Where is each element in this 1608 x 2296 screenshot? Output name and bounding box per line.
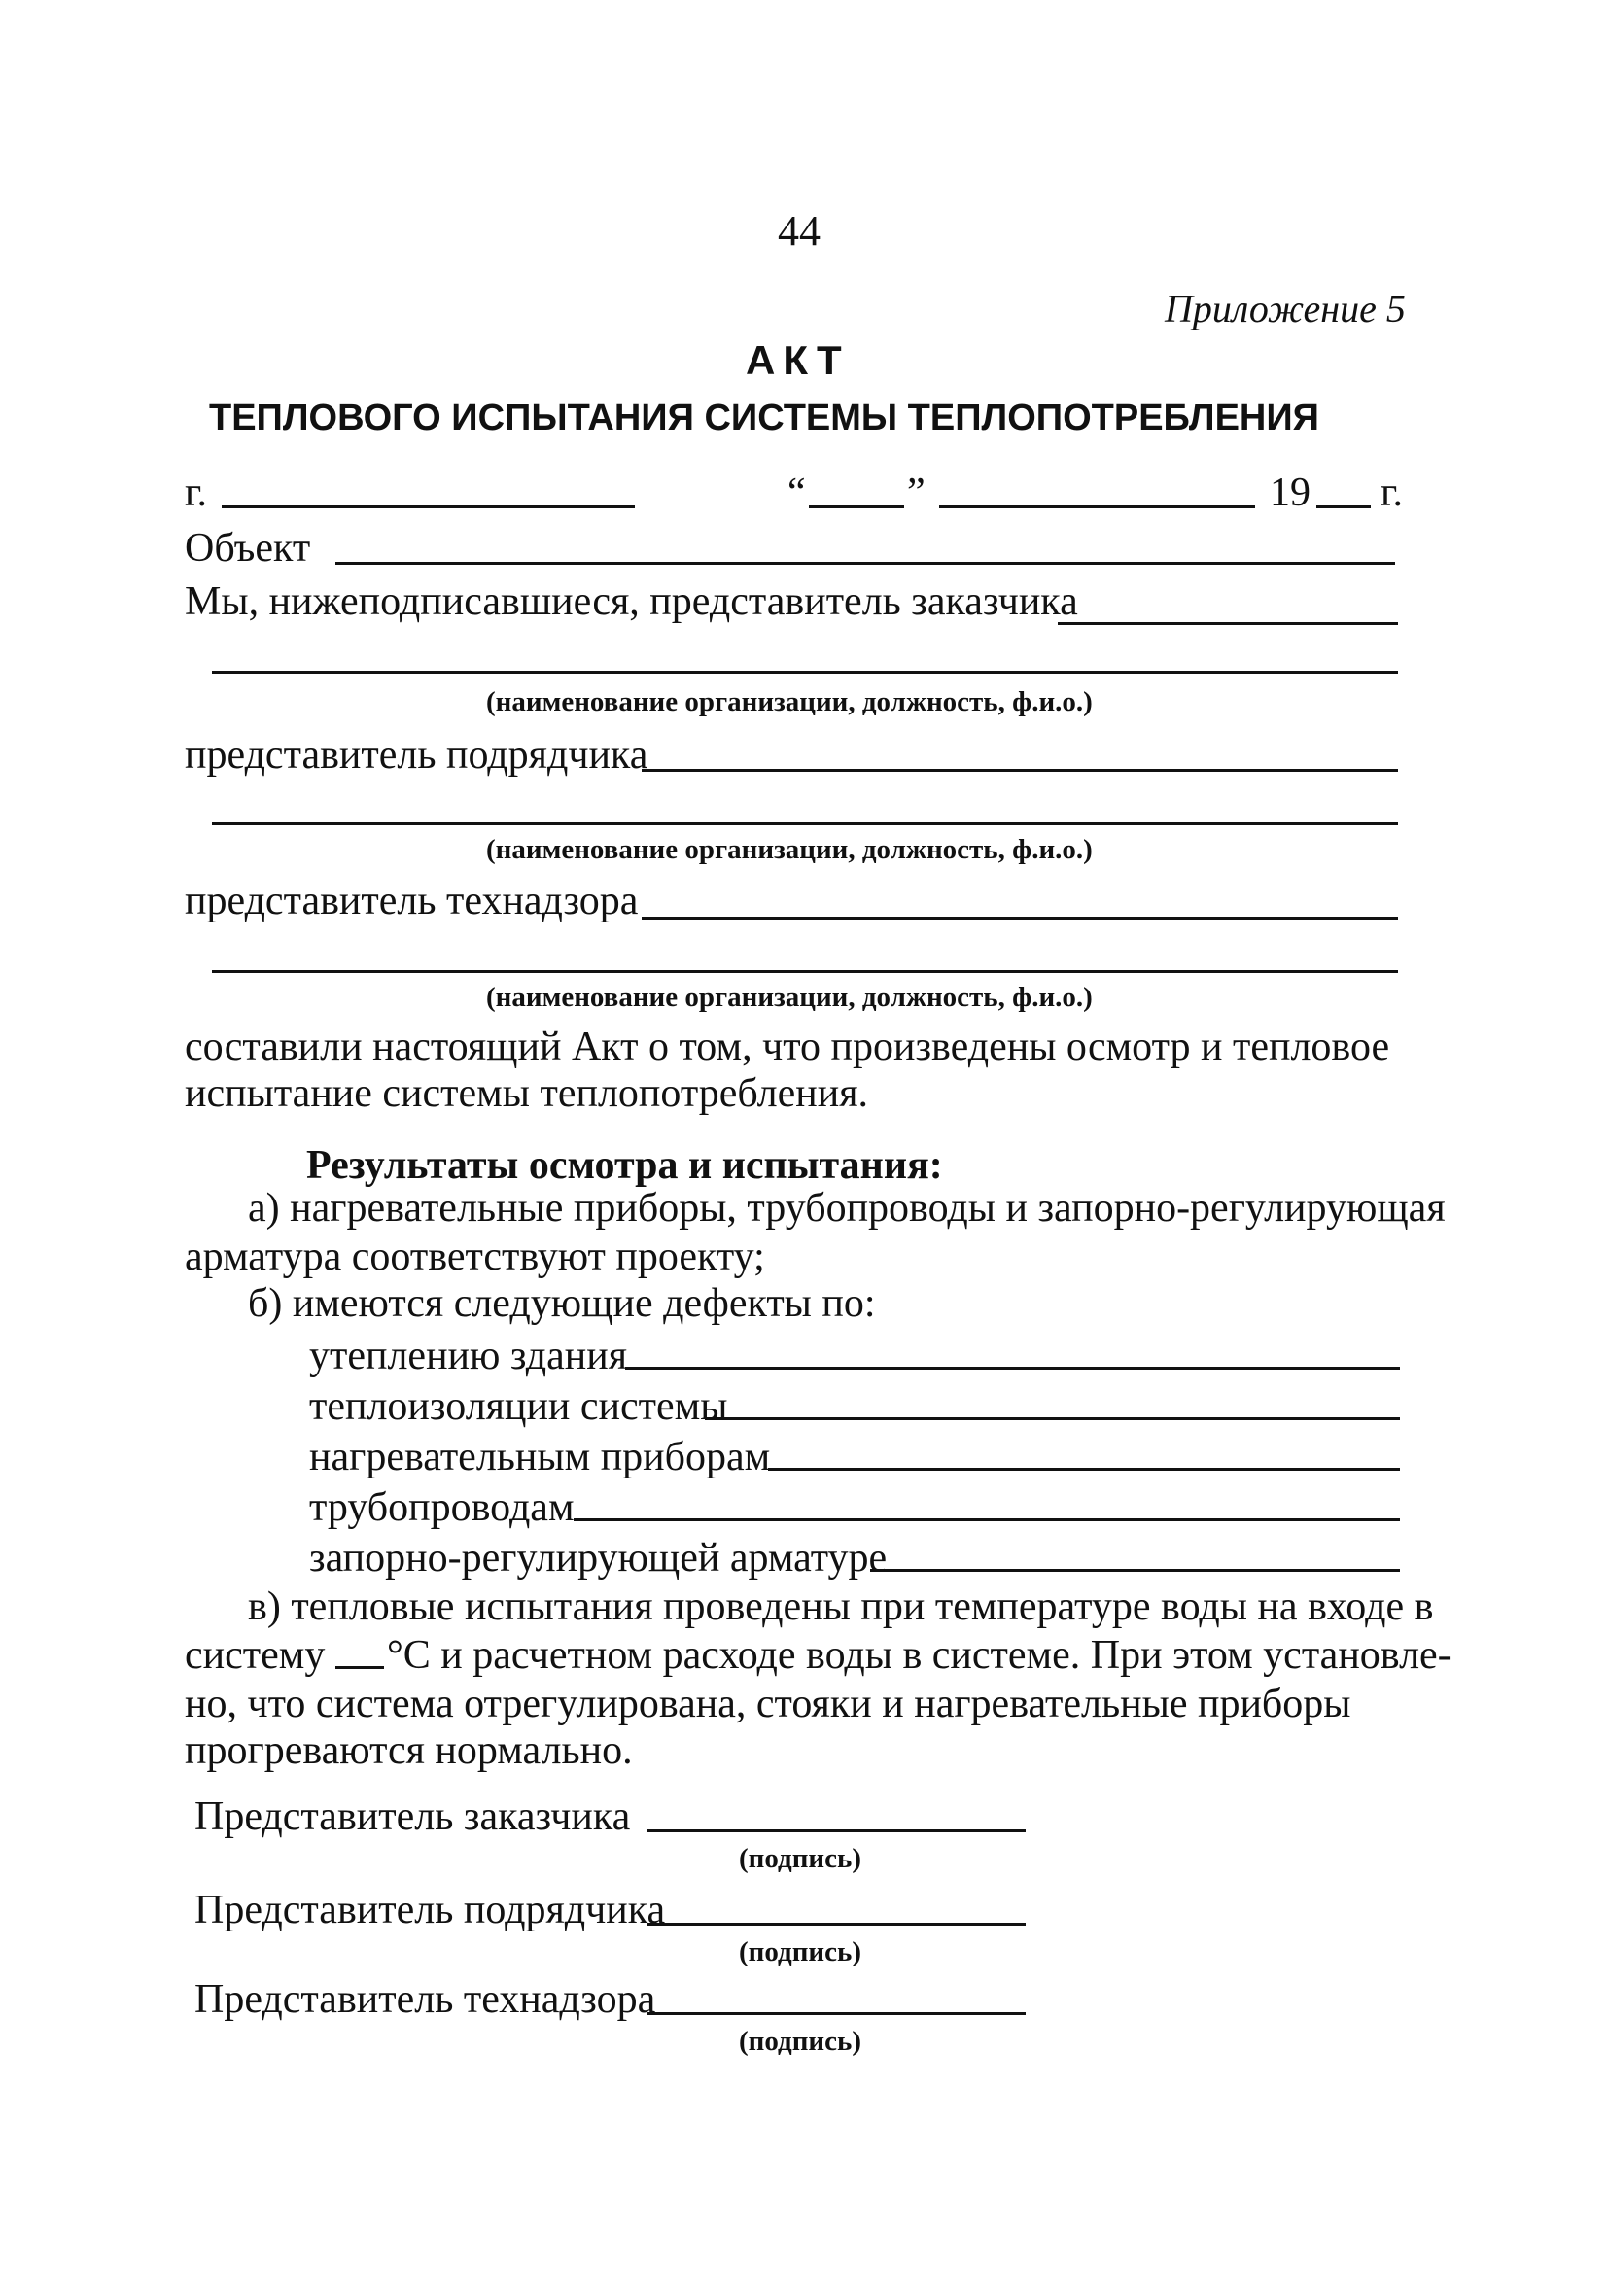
defect-insulation-building: утеплению здания — [309, 1334, 628, 1378]
city-field[interactable] — [222, 505, 635, 508]
customer-field[interactable] — [1058, 622, 1398, 625]
customer-field-line2[interactable] — [212, 671, 1398, 674]
defect-pipelines-field[interactable] — [574, 1518, 1400, 1521]
quote-open: “ — [787, 470, 806, 515]
caption-contractor: (наименование организации, должность, ф.и.о.) — [486, 834, 1093, 865]
statement-line1: составили настоящий Акт о том, что произведены осмотр и тепловое — [185, 1025, 1390, 1069]
year-suffix: г. — [1381, 470, 1403, 515]
temperature-field[interactable] — [335, 1666, 384, 1669]
appendix-label: Приложение 5 — [1165, 287, 1406, 330]
page-number: 44 — [778, 207, 821, 255]
supervision-field-line2[interactable] — [212, 970, 1398, 973]
contractor-field[interactable] — [642, 769, 1398, 772]
signature-supervision-field[interactable] — [647, 2012, 1026, 2015]
caption-customer: (наименование организации, должность, ф.и.о.) — [486, 686, 1093, 717]
intro-text: Мы, нижеподписавшиеся, представитель заказчика — [185, 579, 1078, 624]
supervision-field[interactable] — [642, 917, 1398, 920]
signature-customer-caption: (подпись) — [739, 1843, 861, 1874]
statement-line2: испытание системы теплопотребления. — [185, 1071, 869, 1116]
item-c-line2-end: °С и расчетном расходе воды в системе. При этом установле- — [387, 1633, 1451, 1678]
defect-heaters: нагревательным приборам — [309, 1435, 771, 1479]
contractor-field-line2[interactable] — [212, 822, 1398, 825]
month-field[interactable] — [939, 505, 1255, 508]
item-c-line4: прогреваются нормально. — [185, 1728, 633, 1773]
results-heading: Результаты осмотра и испытания: — [306, 1143, 943, 1188]
item-a-line1: а) нагревательные приборы, трубопроводы и запорно-регулирующая — [248, 1186, 1446, 1231]
signature-supervision-caption: (подпись) — [739, 2026, 861, 2057]
item-a-line2: арматура соответствуют проекту; — [185, 1235, 765, 1279]
object-field[interactable] — [335, 562, 1395, 565]
year-field[interactable] — [1316, 505, 1371, 508]
contractor-label: представитель подрядчика — [185, 733, 648, 778]
item-c-line3: но, что система отрегулирована, стояки и нагревательные приборы — [185, 1682, 1351, 1726]
signature-contractor-label: Представитель подрядчика — [194, 1888, 666, 1932]
signature-customer-field[interactable] — [647, 1829, 1026, 1832]
item-c-line1: в) тепловые испытания проведены при температуре воды на входе в — [248, 1584, 1434, 1629]
day-field[interactable] — [809, 505, 904, 508]
defect-valves-field[interactable] — [870, 1569, 1400, 1572]
defect-pipelines: трубопроводам — [309, 1485, 575, 1530]
signature-contractor-field[interactable] — [647, 1923, 1026, 1926]
signature-contractor-caption: (подпись) — [739, 1936, 861, 1967]
quote-close: ” — [907, 470, 926, 515]
signature-supervision-label: Представитель технадзора — [194, 1977, 656, 2022]
defect-heaters-field[interactable] — [768, 1468, 1400, 1471]
defect-valves: запорно-регулирующей арматуре — [309, 1536, 888, 1581]
defect-thermal-insulation-field[interactable] — [705, 1417, 1400, 1420]
supervision-label: представитель технадзора — [185, 879, 639, 923]
item-b: б) имеются следующие дефекты по: — [248, 1281, 876, 1326]
defect-thermal-insulation: теплоизоляции системы — [309, 1384, 728, 1429]
document-subtitle: ТЕПЛОВОГО ИСПЫТАНИЯ СИСТЕМЫ ТЕПЛОПОТРЕБЛЕНИЯ — [209, 398, 1319, 438]
year-prefix: 19 — [1270, 470, 1311, 515]
caption-supervision: (наименование организации, должность, ф.и.о.) — [486, 982, 1093, 1013]
city-prefix: г. — [185, 470, 207, 515]
signature-customer-label: Представитель заказчика — [194, 1794, 631, 1839]
defect-insulation-building-field[interactable] — [625, 1367, 1400, 1370]
item-c-line2-start: систему — [185, 1633, 326, 1678]
object-label: Объект — [185, 526, 311, 571]
document-title: АКТ — [746, 337, 850, 383]
